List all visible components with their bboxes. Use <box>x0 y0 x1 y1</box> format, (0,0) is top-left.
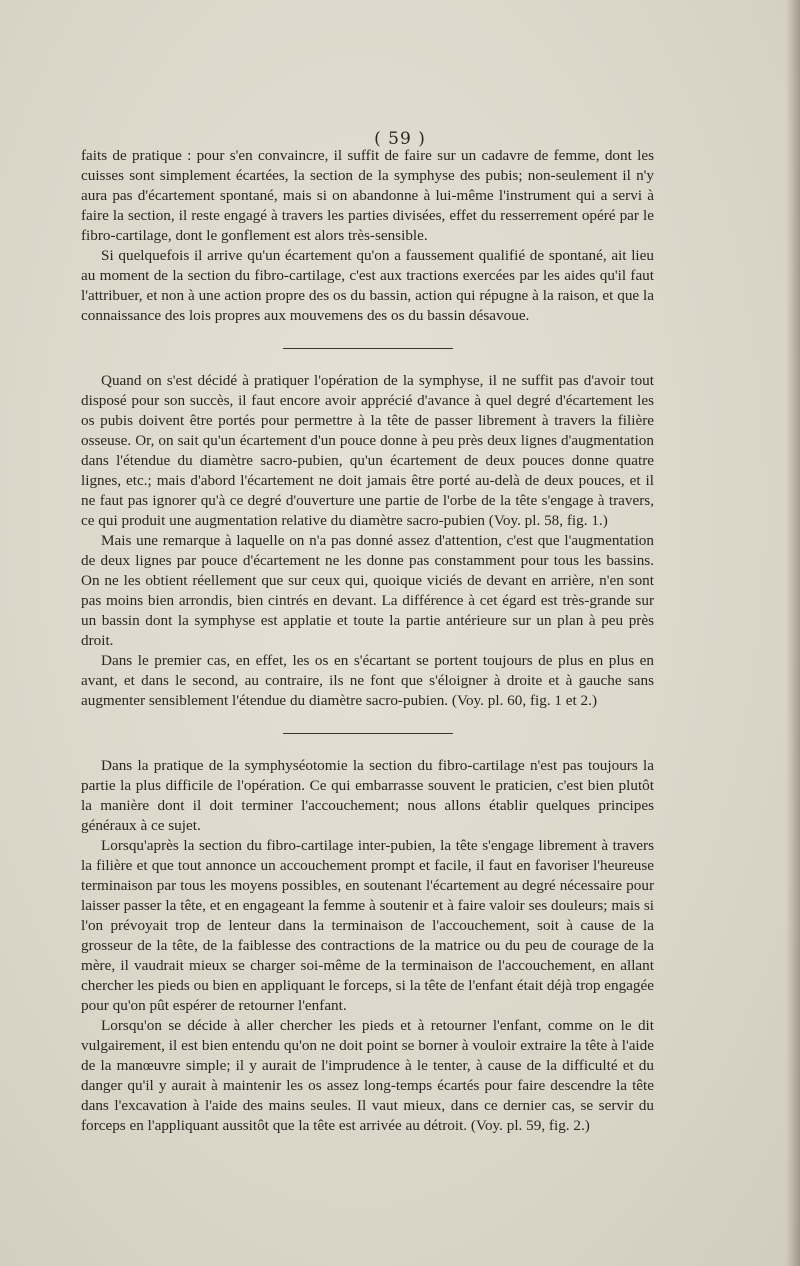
paragraph: Quand on s'est décidé à pratiquer l'opération de la symphyse, il ne suffit pas d'avoir tout disposé pour son succès, il faut encore avoir apprécié d'avance à quel degré d'écartement les os pubis doivent être portés pour permettre à la tête de passer librement à travers la filière osseuse. Or, on sait qu'un écartement d'un pouce donne à peu près deux lignes d'augmentation dans l'étendue du diamètre sacro-pubien, qu'un écartement de deux pouces donne quatre lignes, etc.; mais d'abord l'écartement ne doit jamais être porté au-delà de deux pouces, et il ne faut pas ignorer qu'à ce degré d'ouverture une partie de l'orbe de la tête s'engage à travers, ce qui produit une augmentation relative du diamètre sacro-pubien (Voy. pl. 58, fig. 1.) <box>81 372 654 529</box>
section-divider <box>283 348 453 349</box>
paragraph: Lorsqu'après la section du fibro-cartilage inter-pubien, la tête s'engage librement à travers la filière et que tout annonce un accouchement prompt et facile, il faut en favoriser l'heureuse terminaison par tous les moyens possibles, en soutenant l'écartement au degré nécessaire pour laisser passer la tête, et en engageant la femme à soutenir et à faire valoir ses douleurs; mais si l'on prévoyait trop de lenteur dans la terminaison de l'accouchement, soit à cause de la grosseur de la tête, de la faiblesse des contractions de la matrice ou du peu de courage de la mère, il vaudrait mieux se charger soi-même de la terminaison de l'accouchement, en allant chercher les pieds ou bien en appliquant le forceps, si la tête de l'enfant était déjà trop engagée pour qu'on pût espérer de retourner l'enfant. <box>81 837 654 1014</box>
body-text <box>81 146 654 1136</box>
paragraph: Lorsqu'on se décide à aller chercher les pieds et à retourner l'enfant, comme on le dit vulgairement, il est bien entendu qu'on ne doit point se borner à vouloir extraire la tête à l'aide de la manœuvre simple; il y aurait de l'imprudence à le tenter, à cause de la difficulté et du danger qu'il y aurait à maintenir les os assez long-temps écartés pour faire descendre la tête dans l'excavation à l'aide des mains seules. Il vaut mieux, dans ce dernier cas, se servir du forceps en l'appliquant aussitôt que la tête est arrivée au détroit. (Voy. pl. 59, fig. 2.) <box>81 1017 654 1134</box>
page-edge-shadow <box>786 0 800 1266</box>
page-number: ( 59 ) <box>374 129 426 149</box>
paragraph: faits de pratique : pour s'en convaincre, il suffit de faire sur un cadavre de femme, dont les cuisses sont simplement écartées, la section de la symphyse des pubis; non-seulement il n'y aura pas d'écartement spontané, mais si on abandonne à lui-même l'instrument qui a servi à faire la section, il reste engagé à travers les parties divisées, effet du resserrement opéré par le fibro-cartilage, dont le gonflement est alors très-sensible. <box>81 147 654 244</box>
paragraph: Si quelquefois il arrive qu'un écartement qu'on a faussement qualifié de spontané, ait lieu au moment de la section du fibro-cartilage, c'est aux tractions exercées par les aides qu'il faut l'attribuer, et non à une action propre des os du bassin, action qui répugne à la raison, et que la connaissance des lois propres aux mouvemens des os du bassin désavoue. <box>81 247 654 324</box>
paragraph: Dans le premier cas, en effet, les os en s'écartant se portent toujours de plus en plus en avant, et dans le second, au contraire, ils ne font que s'éloigner à droite et à gauche sans augmenter sensiblement l'étendue du diamètre sacro-pubien. (Voy. pl. 60, fig. 1 et 2.) <box>81 652 654 709</box>
paragraph: Mais une remarque à laquelle on n'a pas donné assez d'attention, c'est que l'augmentation de deux lignes par pouce d'écartement ne les donne pas constamment pour tous les bassins. On ne les obtient réellement que sur ceux qui, quoique viciés de devant en arrière, n'en sont pas moins bien arrondis, bien cintrés en devant. La différence à cet égard est très-grande sur un bassin dont la symphyse est applatie et toute la partie antérieure sur un plan à peu près droit. <box>81 532 654 649</box>
paragraph: Dans la pratique de la symphyséotomie la section du fibro-cartilage n'est pas toujours la partie la plus difficile de l'opération. Ce qui embarrasse souvent le praticien, c'est bien plutôt la manière dont il doit terminer l'accouchement; nous allons établir quelques principes généraux à ce sujet. <box>81 757 654 834</box>
section-divider <box>283 733 453 734</box>
